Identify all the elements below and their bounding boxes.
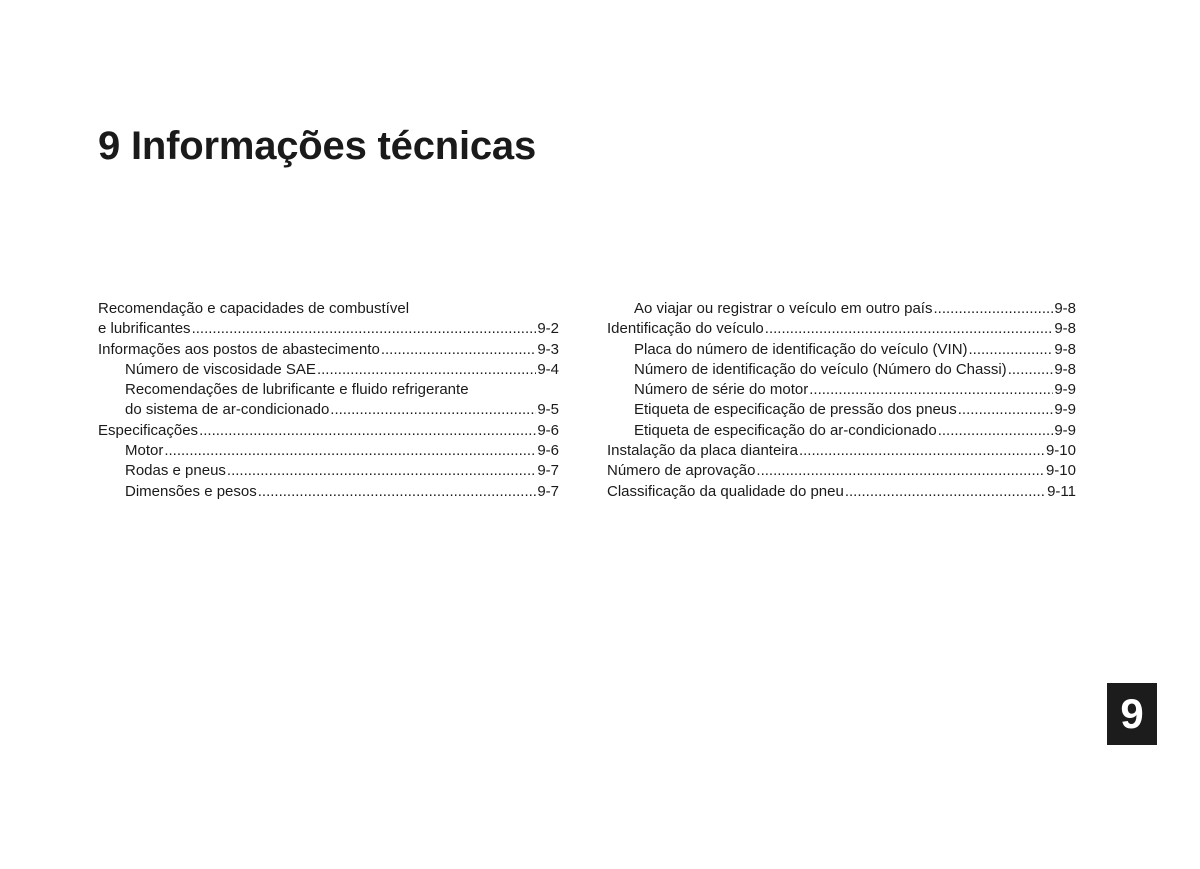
toc-entry[interactable]: [607, 400, 1076, 420]
toc-page-number: 9-5: [537, 401, 559, 419]
toc-page-number: 9-8: [1054, 320, 1076, 338]
toc-entry-title: Número de série do motor: [634, 381, 809, 399]
toc-entry[interactable]: [98, 400, 559, 420]
toc-page-number: 9-9: [1054, 421, 1076, 439]
toc-left-column: [98, 299, 559, 502]
toc-page-number: 9-10: [1045, 462, 1076, 480]
toc-entry[interactable]: [98, 319, 559, 339]
toc-dot-leader: [227, 461, 536, 481]
toc-dot-leader: [330, 400, 536, 420]
toc-entry[interactable]: [607, 299, 1076, 319]
toc-dot-leader: [933, 299, 1053, 319]
toc-entry-title: Motor: [125, 442, 164, 460]
toc-entry-title: Número de aprovação: [607, 462, 756, 480]
toc-page-number: 9-4: [537, 360, 559, 378]
chapter-title: 9 Informações técnicas: [98, 124, 537, 168]
toc-dot-leader: [381, 340, 536, 360]
toc-page-number: 9-11: [1047, 482, 1076, 500]
toc-page-number: 9-8: [1054, 360, 1076, 378]
toc-dot-leader: [756, 461, 1045, 481]
toc-entry[interactable]: [607, 441, 1076, 461]
toc-entry-title: Identificação do veículo: [607, 320, 764, 338]
toc-entry[interactable]: [98, 340, 559, 360]
toc-right-column: [607, 299, 1076, 502]
toc-entry-title: Recomendações de lubrificante e fluido refrigerante: [125, 381, 469, 399]
toc-dot-leader: [809, 380, 1053, 400]
toc-dot-leader: [192, 319, 537, 339]
toc-page-number: 9-6: [537, 421, 559, 439]
toc-dot-leader: [199, 421, 536, 441]
toc-entry-title: Etiqueta de especificação do ar-condicionado: [634, 421, 937, 439]
toc-page-number: 9-8: [1054, 300, 1076, 317]
toc-dot-leader: [799, 441, 1045, 461]
toc-dot-leader: [258, 482, 537, 502]
toc-dot-leader: [317, 360, 536, 380]
toc-entry-title: Placa do número de identificação do veículo (VIN): [634, 340, 968, 358]
toc-entry-title: Recomendação e capacidades de combustível: [98, 300, 410, 317]
toc-dot-leader: [164, 441, 536, 461]
toc-dot-leader: [969, 340, 1054, 360]
toc-page-number: 9-9: [1054, 401, 1076, 419]
toc-dot-leader: [845, 482, 1046, 502]
toc-entry[interactable]: [607, 319, 1076, 339]
toc-entry-title: Classificação da qualidade do pneu: [607, 482, 844, 500]
toc-entry[interactable]: [607, 421, 1076, 441]
toc-dot-leader: [765, 319, 1054, 339]
toc-continuation-text: [98, 380, 559, 400]
toc-entry[interactable]: [98, 461, 559, 481]
toc-dot-leader: [958, 400, 1054, 420]
toc-entry-title: e lubrificantes: [98, 320, 191, 338]
chapter-tab-marker: 9: [1107, 683, 1157, 745]
toc-entry-title: Número de identificação do veículo (Número do Chassi): [634, 360, 1007, 378]
toc-entry[interactable]: [98, 482, 559, 502]
toc-page-number: 9-7: [537, 462, 559, 480]
toc-page-number: 9-6: [537, 442, 559, 460]
toc-entry-title: Número de viscosidade SAE: [125, 360, 316, 378]
toc-entry-title: Ao viajar ou registrar o veículo em outro país: [634, 300, 933, 317]
toc-page-number: 9-8: [1054, 340, 1076, 358]
toc-page-number: 9-2: [537, 320, 559, 338]
toc-entry[interactable]: [607, 482, 1076, 502]
toc-entry[interactable]: [607, 461, 1076, 481]
toc-entry-title: Rodas e pneus: [125, 462, 226, 480]
toc-entry[interactable]: [607, 340, 1076, 360]
toc-entry-title: Dimensões e pesos: [125, 482, 257, 500]
toc-entry[interactable]: [98, 441, 559, 461]
toc-dot-leader: [938, 421, 1054, 441]
toc-dot-leader: [1008, 360, 1054, 380]
toc-entry-title: Instalação da placa dianteira: [607, 442, 798, 460]
toc-entry-title: Especificações: [98, 421, 199, 439]
toc-entry[interactable]: [607, 380, 1076, 400]
toc-page-number: 9-7: [537, 482, 559, 500]
toc-entry[interactable]: [607, 360, 1076, 380]
toc-entry-title: do sistema de ar-condicionado: [125, 401, 330, 419]
toc-entry[interactable]: [98, 360, 559, 380]
toc-page-number: 9-10: [1045, 442, 1076, 460]
toc-page-number: 9-9: [1054, 381, 1076, 399]
toc-page-number: 9-3: [537, 340, 559, 358]
toc-entry-title: Informações aos postos de abastecimento: [98, 340, 380, 358]
toc-continuation-text: [98, 299, 559, 319]
toc-entry-title: Etiqueta de especificação de pressão dos pneus: [634, 401, 957, 419]
toc-entry[interactable]: [98, 421, 559, 441]
